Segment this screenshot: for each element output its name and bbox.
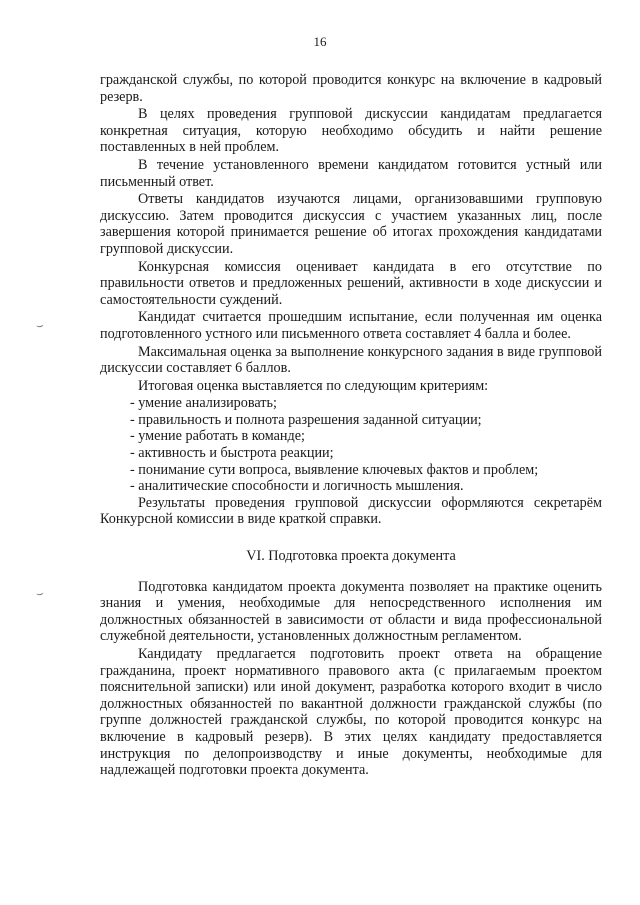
criteria-item: - понимание сути вопроса, выявление ключевых фактов и проблем;: [130, 461, 539, 478]
criteria-item: - активность и быстрота реакции;: [130, 445, 334, 462]
criteria-item: - правильность и полнота разрешения заданной ситуации;: [130, 411, 482, 428]
paragraph: Конкурсная комиссия оценивает кандидата в его отсутствие по правильности ответов и предложенных решений, активности в ходе дискуссии и самостоятельности суждений.: [100, 258, 602, 308]
margin-mark: ⌣: [34, 317, 45, 333]
paragraph: Кандидату предлагается подготовить проект ответа на обращение гражданина, проект нормативного правового акта (с прилагаемым проектом пояснительной записки) или иной документ, разработка которого входит в число должностных обязанностей по вакантной должности гражданской службы (по группе должностей гражданской службы, по которой проводится конкурс на включение в кадровый резерв). В этих целях кандидату предоставляется инструкция по делопроизводству и иные документы, необходимые для надлежащей подготовки проекта документа.: [100, 646, 602, 779]
page-number: 16: [313, 34, 327, 49]
criteria-item: - умение работать в команде;: [130, 428, 305, 445]
margin-mark: ⌣: [34, 585, 45, 601]
section-title: VI. Подготовка проекта документа: [246, 548, 456, 565]
paragraph: гражданской службы, по которой проводится конкурс на включение в кадровый резерв.: [100, 72, 602, 105]
paragraph: Ответы кандидатов изучаются лицами, организовавшими групповую дискуссию. Затем проводится дискуссия с участием указанных лиц, после завершения которой принимается решение об итогах прохождения кандидатами групповой дискуссии.: [100, 191, 602, 257]
paragraph: Итоговая оценка выставляется по следующим критериям:: [138, 377, 489, 394]
paragraph: В течение установленного времени кандидатом готовится устный или письменный ответ.: [100, 156, 602, 190]
document-body: [100, 72, 602, 780]
paragraph: Кандидат считается прошедшим испытание, если полученная им оценка подготовленного устного или письменного ответа составляет 4 балла и более.: [100, 309, 602, 342]
paragraph: Максимальная оценка за выполнение конкурсного задания в виде групповой дискуссии составляет 6 баллов.: [100, 343, 602, 377]
criteria-item: - умение анализировать;: [130, 395, 277, 412]
paragraph: В целях проведения групповой дискуссии кандидатам предлагается конкретная ситуация, которую необходимо обсудить и найти решение поставленных в ней проблем.: [100, 106, 602, 156]
paragraph: Подготовка кандидатом проекта документа позволяет на практике оценить знания и умения, необходимые для непосредственного исполнения им должностных обязанностей в зависимости от области и вида профессиональной служебной деятельности, установленных должностным регламентом.: [100, 578, 602, 645]
criteria-item: - аналитические способности и логичность мышления.: [130, 478, 464, 495]
paragraph: Результаты проведения групповой дискуссии оформляются секретарём Конкурсной комиссии в виде краткой справки.: [100, 494, 602, 528]
